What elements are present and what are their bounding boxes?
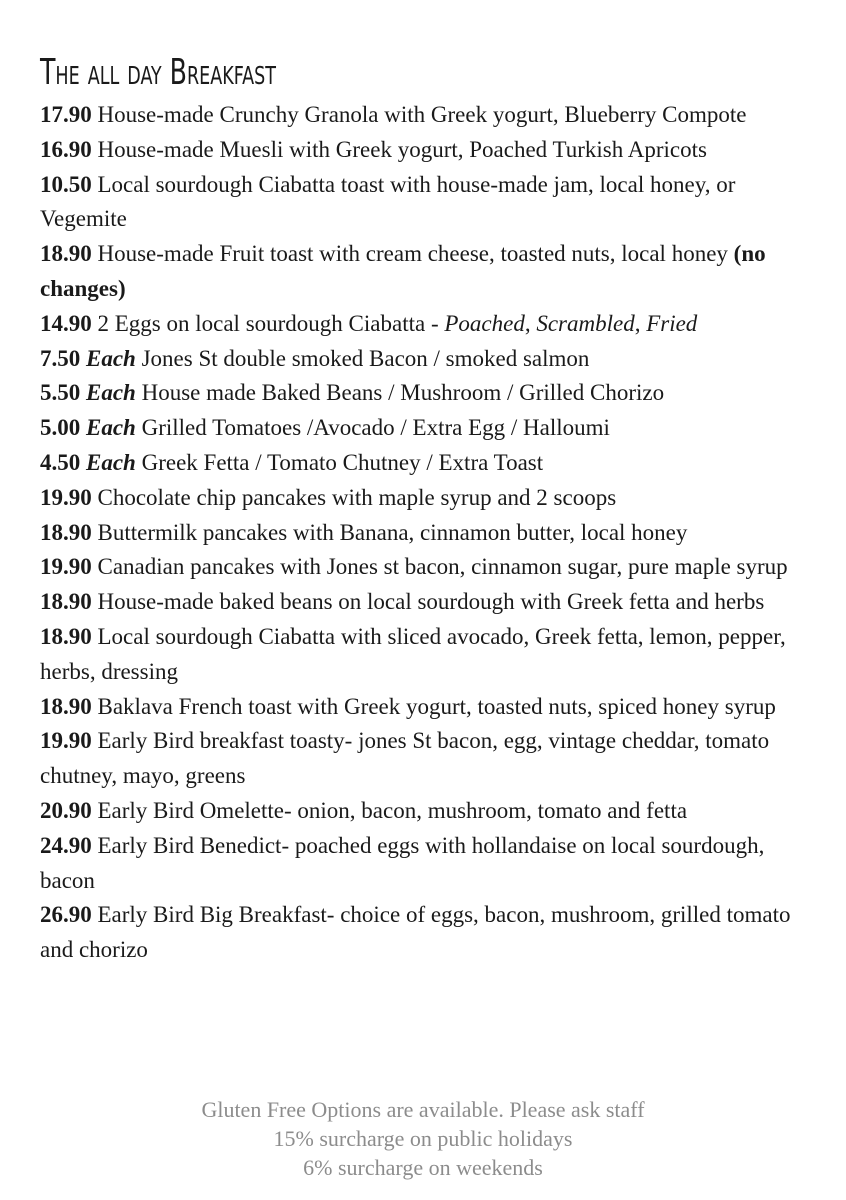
item-description: Buttermilk pancakes with Banana, cinnamon butter, local honey — [97, 519, 688, 545]
item-price: 16.90 — [40, 136, 92, 162]
menu-item — [40, 168, 810, 238]
item-price: 18.90 — [40, 519, 92, 545]
item-price: 5.50 — [40, 380, 81, 406]
weekend-surcharge-note: 6% surcharge on weekends — [303, 1155, 543, 1180]
item-price: 5.00 — [40, 415, 81, 441]
item-description: Grilled Tomatoes /Avocado / Extra Egg / Halloumi — [141, 415, 610, 441]
menu-title: The all day Breakfast — [40, 52, 276, 93]
item-description: Chocolate chip pancakes with maple syrup and 2 scoops — [97, 484, 617, 510]
menu-item — [40, 829, 810, 899]
item-price: 19.90 — [40, 554, 92, 580]
item-description: House-made Muesli with Greek yogurt, Poached Turkish Apricots — [97, 136, 707, 162]
each-label: Each — [86, 449, 136, 475]
item-price: 19.90 — [40, 728, 92, 754]
item-price: 7.50 — [40, 345, 81, 371]
item-description: Canadian pancakes with Jones st bacon, cinnamon sugar, pure maple syrup — [97, 554, 788, 580]
item-description: House-made baked beans on local sourdough with Greek fetta and herbs — [97, 589, 765, 615]
no-changes-note: no changes — [40, 241, 766, 301]
item-price: 19.90 — [40, 484, 92, 510]
item-description: Early Bird Omelette- onion, bacon, mushroom, tomato and fetta — [97, 797, 688, 823]
item-price: 14.90 — [40, 310, 92, 336]
menu-item — [40, 342, 810, 377]
egg-option-separator: , — [634, 310, 647, 336]
menu-item — [40, 794, 810, 829]
menu-item — [40, 446, 810, 481]
paren-close: ) — [117, 275, 126, 301]
menu-item — [40, 898, 810, 968]
menu-item — [40, 307, 810, 342]
item-price: 18.90 — [40, 623, 92, 649]
egg-option-scrambled: Scrambled — [536, 310, 635, 336]
item-description: Early Bird breakfast toasty- jones St bacon, egg, vintage cheddar, tomato chutney, mayo, greens — [40, 728, 770, 789]
item-description: House-made Fruit toast with cream cheese, toasted nuts, local honey — [97, 241, 728, 267]
item-price: 18.90 — [40, 589, 92, 615]
public-holiday-surcharge-note: 15% surcharge on public holidays — [273, 1126, 573, 1151]
item-price: 4.50 — [40, 449, 81, 475]
each-label: Each — [86, 345, 136, 371]
item-description: Early Bird Big Breakfast- choice of eggs, bacon, mushroom, grilled tomato and chorizo — [40, 902, 791, 963]
item-description: House made Baked Beans / Mushroom / Grilled Chorizo — [141, 380, 665, 406]
paren-open: ( — [733, 241, 742, 267]
item-description: Jones St double smoked Bacon / smoked salmon — [141, 345, 590, 371]
item-price: 18.90 — [40, 241, 92, 267]
menu-item — [40, 133, 810, 168]
item-description: Baklava French toast with Greek yogurt, toasted nuts, spiced honey syrup — [97, 693, 776, 719]
item-description: Greek Fetta / Tomato Chutney / Extra Toast — [141, 449, 544, 475]
menu-item — [40, 620, 810, 690]
item-price: 10.50 — [40, 171, 92, 197]
menu-item — [40, 585, 810, 620]
menu-item — [40, 376, 810, 411]
menu-item — [40, 690, 810, 725]
menu-item — [40, 481, 810, 516]
egg-option-fried: Fried — [646, 310, 698, 336]
item-price: 20.90 — [40, 797, 92, 823]
egg-option-separator: , — [524, 310, 537, 336]
item-price: 24.90 — [40, 832, 92, 858]
item-description: Early Bird Benedict- poached eggs with hollandaise on local sourdough, bacon — [40, 832, 765, 893]
breakfast-menu — [40, 50, 810, 968]
item-price: 18.90 — [40, 693, 92, 719]
each-label: Each — [86, 415, 136, 441]
menu-item — [40, 98, 810, 133]
menu-items — [40, 98, 810, 968]
menu-item — [40, 237, 810, 307]
menu-item — [40, 550, 810, 585]
item-price: 26.90 — [40, 902, 92, 928]
item-description: Local sourdough Ciabatta with sliced avocado, Greek fetta, lemon, pepper, herbs, dressing — [40, 623, 786, 684]
menu-item — [40, 411, 810, 446]
menu-item — [40, 724, 810, 794]
item-price: 17.90 — [40, 102, 92, 127]
item-description: 2 Eggs on local sourdough Ciabatta - — [97, 310, 445, 336]
menu-footer — [0, 1095, 846, 1182]
egg-option-poached: Poached — [444, 310, 525, 336]
each-label: Each — [86, 380, 136, 406]
item-description: Local sourdough Ciabatta toast with house-made jam, local honey, or Vegemite — [40, 171, 736, 232]
item-description: House-made Crunchy Granola with Greek yogurt, Blueberry Compote — [97, 102, 747, 127]
gluten-free-note: Gluten Free Options are available. Please ask staff — [201, 1097, 645, 1122]
menu-item — [40, 516, 810, 551]
